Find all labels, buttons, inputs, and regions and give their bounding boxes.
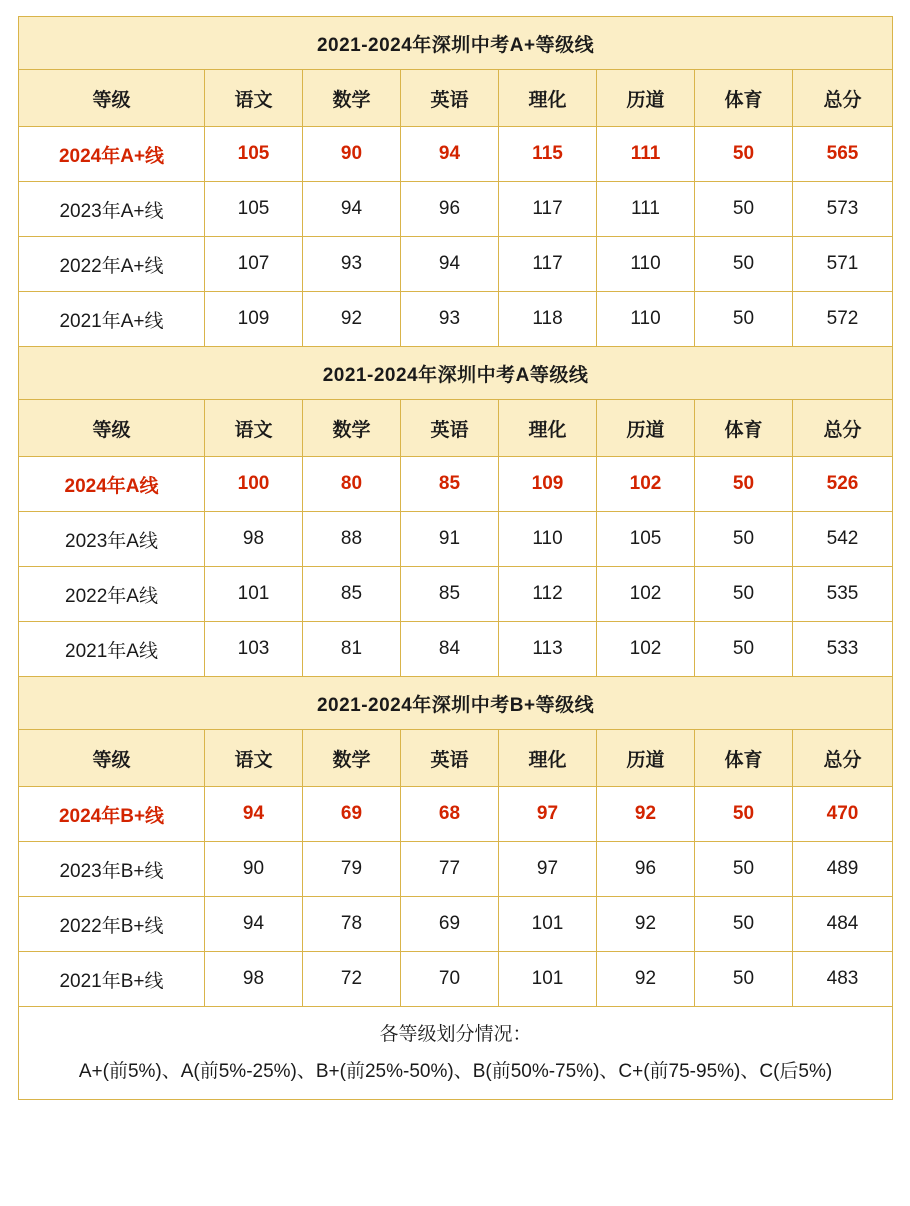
cell-history: 102 bbox=[597, 622, 695, 677]
notes-row bbox=[19, 1007, 893, 1100]
row-label: 2022年A线 bbox=[19, 567, 205, 622]
cell-total: 571 bbox=[793, 237, 893, 292]
table-row bbox=[19, 457, 893, 512]
cell-chinese: 107 bbox=[205, 237, 303, 292]
cell-pe: 50 bbox=[695, 897, 793, 952]
column-header-total: 总分 bbox=[793, 70, 893, 127]
cell-math: 85 bbox=[303, 567, 401, 622]
column-header-pe: 体育 bbox=[695, 70, 793, 127]
cell-math: 80 bbox=[303, 457, 401, 512]
column-header-row bbox=[19, 70, 893, 127]
column-header-english: 英语 bbox=[401, 400, 499, 457]
section-title-row bbox=[19, 17, 893, 70]
table-row bbox=[19, 182, 893, 237]
column-header-pe: 体育 bbox=[695, 730, 793, 787]
cell-science: 101 bbox=[499, 897, 597, 952]
cell-history: 92 bbox=[597, 787, 695, 842]
column-header-grade: 等级 bbox=[19, 400, 205, 457]
cell-english: 85 bbox=[401, 457, 499, 512]
cell-history: 102 bbox=[597, 567, 695, 622]
cell-chinese: 98 bbox=[205, 952, 303, 1007]
cell-chinese: 100 bbox=[205, 457, 303, 512]
column-header-science: 理化 bbox=[499, 70, 597, 127]
row-label: 2021年A线 bbox=[19, 622, 205, 677]
cell-pe: 50 bbox=[695, 842, 793, 897]
cell-math: 93 bbox=[303, 237, 401, 292]
table-row bbox=[19, 952, 893, 1007]
cell-total: 489 bbox=[793, 842, 893, 897]
cell-science: 101 bbox=[499, 952, 597, 1007]
cell-english: 84 bbox=[401, 622, 499, 677]
column-header-history: 历道 bbox=[597, 70, 695, 127]
cell-science: 113 bbox=[499, 622, 597, 677]
cell-history: 111 bbox=[597, 127, 695, 182]
section-title-row bbox=[19, 677, 893, 730]
cell-history: 110 bbox=[597, 237, 695, 292]
cell-history: 111 bbox=[597, 182, 695, 237]
notes-line-2: A+(前5%)、A(前5%-25%)、B+(前25%-50%)、B(前50%-75%)、C+(前75-95%)、C(后5%) bbox=[78, 1061, 833, 1082]
cell-chinese: 101 bbox=[205, 567, 303, 622]
cell-chinese: 105 bbox=[205, 182, 303, 237]
cell-science: 112 bbox=[499, 567, 597, 622]
cell-science: 109 bbox=[499, 457, 597, 512]
column-header-english: 英语 bbox=[401, 70, 499, 127]
table-row bbox=[19, 512, 893, 567]
cell-total: 572 bbox=[793, 292, 893, 347]
cell-total: 533 bbox=[793, 622, 893, 677]
column-header-history: 历道 bbox=[597, 400, 695, 457]
cell-science: 117 bbox=[499, 237, 597, 292]
notes-cell bbox=[19, 1007, 893, 1100]
cell-math: 81 bbox=[303, 622, 401, 677]
column-header-math: 数学 bbox=[303, 730, 401, 787]
cell-history: 92 bbox=[597, 952, 695, 1007]
cell-pe: 50 bbox=[695, 182, 793, 237]
column-header-total: 总分 bbox=[793, 730, 893, 787]
cell-pe: 50 bbox=[695, 622, 793, 677]
cell-total: 526 bbox=[793, 457, 893, 512]
cell-pe: 50 bbox=[695, 952, 793, 1007]
column-header-math: 数学 bbox=[303, 70, 401, 127]
cell-science: 97 bbox=[499, 842, 597, 897]
table-row bbox=[19, 787, 893, 842]
column-header-row bbox=[19, 730, 893, 787]
cell-math: 90 bbox=[303, 127, 401, 182]
column-header-grade: 等级 bbox=[19, 730, 205, 787]
cell-english: 94 bbox=[401, 127, 499, 182]
column-header-total: 总分 bbox=[793, 400, 893, 457]
section-title: 2021-2024年深圳中考A+等级线 bbox=[19, 17, 893, 70]
column-header-science: 理化 bbox=[499, 730, 597, 787]
cell-pe: 50 bbox=[695, 457, 793, 512]
cell-english: 91 bbox=[401, 512, 499, 567]
cell-total: 573 bbox=[793, 182, 893, 237]
row-label: 2024年A线 bbox=[19, 457, 205, 512]
cell-english: 77 bbox=[401, 842, 499, 897]
column-header-chinese: 语文 bbox=[205, 400, 303, 457]
cell-pe: 50 bbox=[695, 127, 793, 182]
row-label: 2021年B+线 bbox=[19, 952, 205, 1007]
table-row bbox=[19, 842, 893, 897]
row-label: 2023年A+线 bbox=[19, 182, 205, 237]
section-title: 2021-2024年深圳中考B+等级线 bbox=[19, 677, 893, 730]
cell-english: 85 bbox=[401, 567, 499, 622]
row-label: 2023年B+线 bbox=[19, 842, 205, 897]
column-header-math: 数学 bbox=[303, 400, 401, 457]
cell-chinese: 94 bbox=[205, 787, 303, 842]
column-header-row bbox=[19, 400, 893, 457]
cell-english: 68 bbox=[401, 787, 499, 842]
cell-pe: 50 bbox=[695, 567, 793, 622]
cell-science: 110 bbox=[499, 512, 597, 567]
cell-science: 117 bbox=[499, 182, 597, 237]
row-label: 2024年A+线 bbox=[19, 127, 205, 182]
cell-science: 118 bbox=[499, 292, 597, 347]
cell-chinese: 109 bbox=[205, 292, 303, 347]
cell-history: 105 bbox=[597, 512, 695, 567]
cell-science: 115 bbox=[499, 127, 597, 182]
table-row bbox=[19, 127, 893, 182]
row-label: 2022年B+线 bbox=[19, 897, 205, 952]
row-label: 2023年A线 bbox=[19, 512, 205, 567]
column-header-chinese: 语文 bbox=[205, 70, 303, 127]
row-label: 2024年B+线 bbox=[19, 787, 205, 842]
cell-english: 94 bbox=[401, 237, 499, 292]
notes-line-1: 各等级划分情况： bbox=[379, 1023, 532, 1045]
cell-math: 94 bbox=[303, 182, 401, 237]
cell-math: 79 bbox=[303, 842, 401, 897]
section-title: 2021-2024年深圳中考A等级线 bbox=[19, 347, 893, 400]
cell-total: 470 bbox=[793, 787, 893, 842]
column-header-english: 英语 bbox=[401, 730, 499, 787]
cell-history: 96 bbox=[597, 842, 695, 897]
table-row bbox=[19, 622, 893, 677]
column-header-pe: 体育 bbox=[695, 400, 793, 457]
cell-pe: 50 bbox=[695, 292, 793, 347]
row-label: 2021年A+线 bbox=[19, 292, 205, 347]
cell-chinese: 90 bbox=[205, 842, 303, 897]
column-header-grade: 等级 bbox=[19, 70, 205, 127]
table-row bbox=[19, 292, 893, 347]
cell-chinese: 103 bbox=[205, 622, 303, 677]
cell-english: 69 bbox=[401, 897, 499, 952]
cell-pe: 50 bbox=[695, 237, 793, 292]
cell-history: 110 bbox=[597, 292, 695, 347]
cell-math: 69 bbox=[303, 787, 401, 842]
cell-math: 88 bbox=[303, 512, 401, 567]
cell-science: 97 bbox=[499, 787, 597, 842]
column-header-history: 历道 bbox=[597, 730, 695, 787]
cell-history: 102 bbox=[597, 457, 695, 512]
cell-math: 72 bbox=[303, 952, 401, 1007]
cell-english: 93 bbox=[401, 292, 499, 347]
table-row bbox=[19, 567, 893, 622]
cell-chinese: 94 bbox=[205, 897, 303, 952]
column-header-science: 理化 bbox=[499, 400, 597, 457]
cell-total: 542 bbox=[793, 512, 893, 567]
cell-english: 70 bbox=[401, 952, 499, 1007]
table-row bbox=[19, 237, 893, 292]
cell-total: 535 bbox=[793, 567, 893, 622]
cell-math: 92 bbox=[303, 292, 401, 347]
table-row bbox=[19, 897, 893, 952]
cell-total: 484 bbox=[793, 897, 893, 952]
score-lines-table bbox=[18, 16, 893, 1100]
cell-english: 96 bbox=[401, 182, 499, 237]
cell-chinese: 105 bbox=[205, 127, 303, 182]
cell-math: 78 bbox=[303, 897, 401, 952]
cell-pe: 50 bbox=[695, 512, 793, 567]
section-title-row bbox=[19, 347, 893, 400]
cell-history: 92 bbox=[597, 897, 695, 952]
cell-total: 565 bbox=[793, 127, 893, 182]
column-header-chinese: 语文 bbox=[205, 730, 303, 787]
cell-pe: 50 bbox=[695, 787, 793, 842]
cell-chinese: 98 bbox=[205, 512, 303, 567]
row-label: 2022年A+线 bbox=[19, 237, 205, 292]
cell-total: 483 bbox=[793, 952, 893, 1007]
